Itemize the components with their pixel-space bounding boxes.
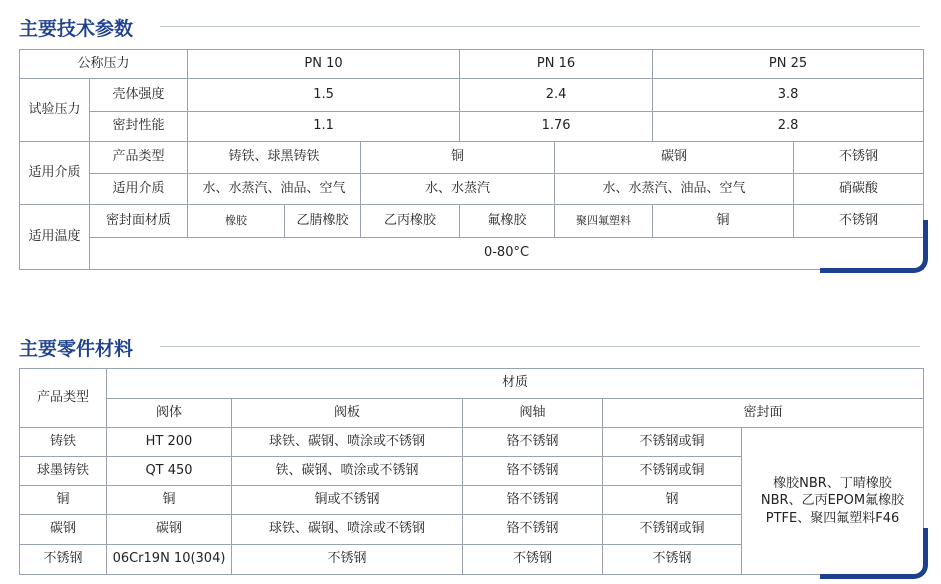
pn-header: PN 16 — [460, 50, 653, 79]
table-row-label: 碳钢 — [20, 515, 107, 545]
table-cell: 铁、碳钢、喷涂或不锈钢 — [232, 457, 463, 486]
valve-shaft-header: 阀轴 — [463, 399, 603, 428]
table-cell: 不锈钢或铜 — [603, 515, 742, 545]
table-cell: 聚四氟塑料 — [555, 205, 653, 237]
table-cell: 不锈钢 — [603, 545, 742, 575]
seal-face-header: 密封面 — [603, 399, 924, 428]
section-title-technical-params: 主要技术参数 — [19, 18, 134, 40]
applicable-temperature-label: 适用温度 — [20, 205, 90, 270]
test-pressure-label: 试验压力 — [20, 79, 90, 142]
table-cell: 铸铁、球黑铸铁 — [188, 141, 361, 173]
table-row-label: 不锈钢 — [20, 545, 107, 575]
table-row-label: 球墨铸铁 — [20, 457, 107, 486]
table-cell: 不锈钢 — [794, 205, 924, 237]
table-cell: 铜 — [107, 486, 232, 515]
seal-material-label: 密封面材质 — [90, 205, 188, 237]
table-cell: 钢 — [603, 486, 742, 515]
table-cell: 06Cr19N 10(304) — [107, 545, 232, 575]
table-cell: 铜或不锈钢 — [232, 486, 463, 515]
table-row-label: 铸铁 — [20, 428, 107, 457]
table-cell: 球铁、碳钢、喷涂或不锈钢 — [232, 428, 463, 457]
pn-header: PN 10 — [188, 50, 460, 79]
material-header: 材质 — [107, 369, 924, 399]
table-cell: 铬不锈钢 — [463, 457, 603, 486]
table-cell: 铬不锈钢 — [463, 486, 603, 515]
table-cell: 碳钢 — [107, 515, 232, 545]
corner-accent — [820, 220, 928, 273]
table-cell: QT 450 — [107, 457, 232, 486]
table-cell: 不锈钢 — [463, 545, 603, 575]
temperature-range: 0-80°C — [90, 237, 924, 269]
parts-materials-table — [19, 368, 923, 574]
corner-accent — [820, 528, 928, 579]
table-cell: 乙腈橡胶 — [285, 205, 361, 237]
table-cell: 铜 — [653, 205, 794, 237]
seal-performance-label: 密封性能 — [90, 111, 188, 141]
product-type-label: 产品类型 — [90, 141, 188, 173]
title-rule — [160, 346, 920, 347]
table-cell: HT 200 — [107, 428, 232, 457]
table-cell: 1.76 — [460, 111, 653, 141]
table-cell: 不锈钢或铜 — [603, 428, 742, 457]
technical-params-table — [19, 49, 923, 270]
section-title-parts-materials: 主要零件材料 — [19, 338, 134, 360]
valve-body-header: 阀体 — [107, 399, 232, 428]
table-cell: 3.8 — [653, 79, 924, 111]
pn-header: PN 25 — [653, 50, 924, 79]
table-cell: 1.1 — [188, 111, 460, 141]
media-row-label: 适用介质 — [90, 174, 188, 205]
product-type-header: 产品类型 — [20, 369, 107, 428]
table-cell: 2.8 — [653, 111, 924, 141]
table-cell: 硝碳酸 — [794, 174, 924, 205]
table-cell: 碳钢 — [555, 141, 794, 173]
table-cell: 不锈钢或铜 — [603, 457, 742, 486]
table-cell: 不锈钢 — [794, 141, 924, 173]
table-cell: 水、水蒸汽、油品、空气 — [188, 174, 361, 205]
table-cell: 1.5 — [188, 79, 460, 111]
nominal-pressure-label: 公称压力 — [20, 50, 188, 79]
table-cell: 铜 — [361, 141, 555, 173]
table-cell: 氟橡胶 — [460, 205, 555, 237]
table-cell: 水、水蒸汽 — [361, 174, 555, 205]
table-row-label: 铜 — [20, 486, 107, 515]
title-rule — [160, 26, 920, 27]
table-cell: 2.4 — [460, 79, 653, 111]
table-cell: 不锈钢 — [232, 545, 463, 575]
table-cell: 水、水蒸汽、油品、空气 — [555, 174, 794, 205]
shell-strength-label: 壳体强度 — [90, 79, 188, 111]
valve-disc-header: 阀板 — [232, 399, 463, 428]
table-cell: 橡胶 — [188, 205, 285, 237]
table-cell: 铬不锈钢 — [463, 515, 603, 545]
applicable-media-label: 适用介质 — [20, 141, 90, 205]
table-cell: 球铁、碳钢、喷涂或不锈钢 — [232, 515, 463, 545]
table-cell: 乙丙橡胶 — [361, 205, 460, 237]
seal-material-note: 橡胶NBR、丁晴橡胶NBR、乙丙EPOM氟橡胶PTFE、聚四氟塑料F46 — [742, 428, 924, 575]
table-cell: 铬不锈钢 — [463, 428, 603, 457]
